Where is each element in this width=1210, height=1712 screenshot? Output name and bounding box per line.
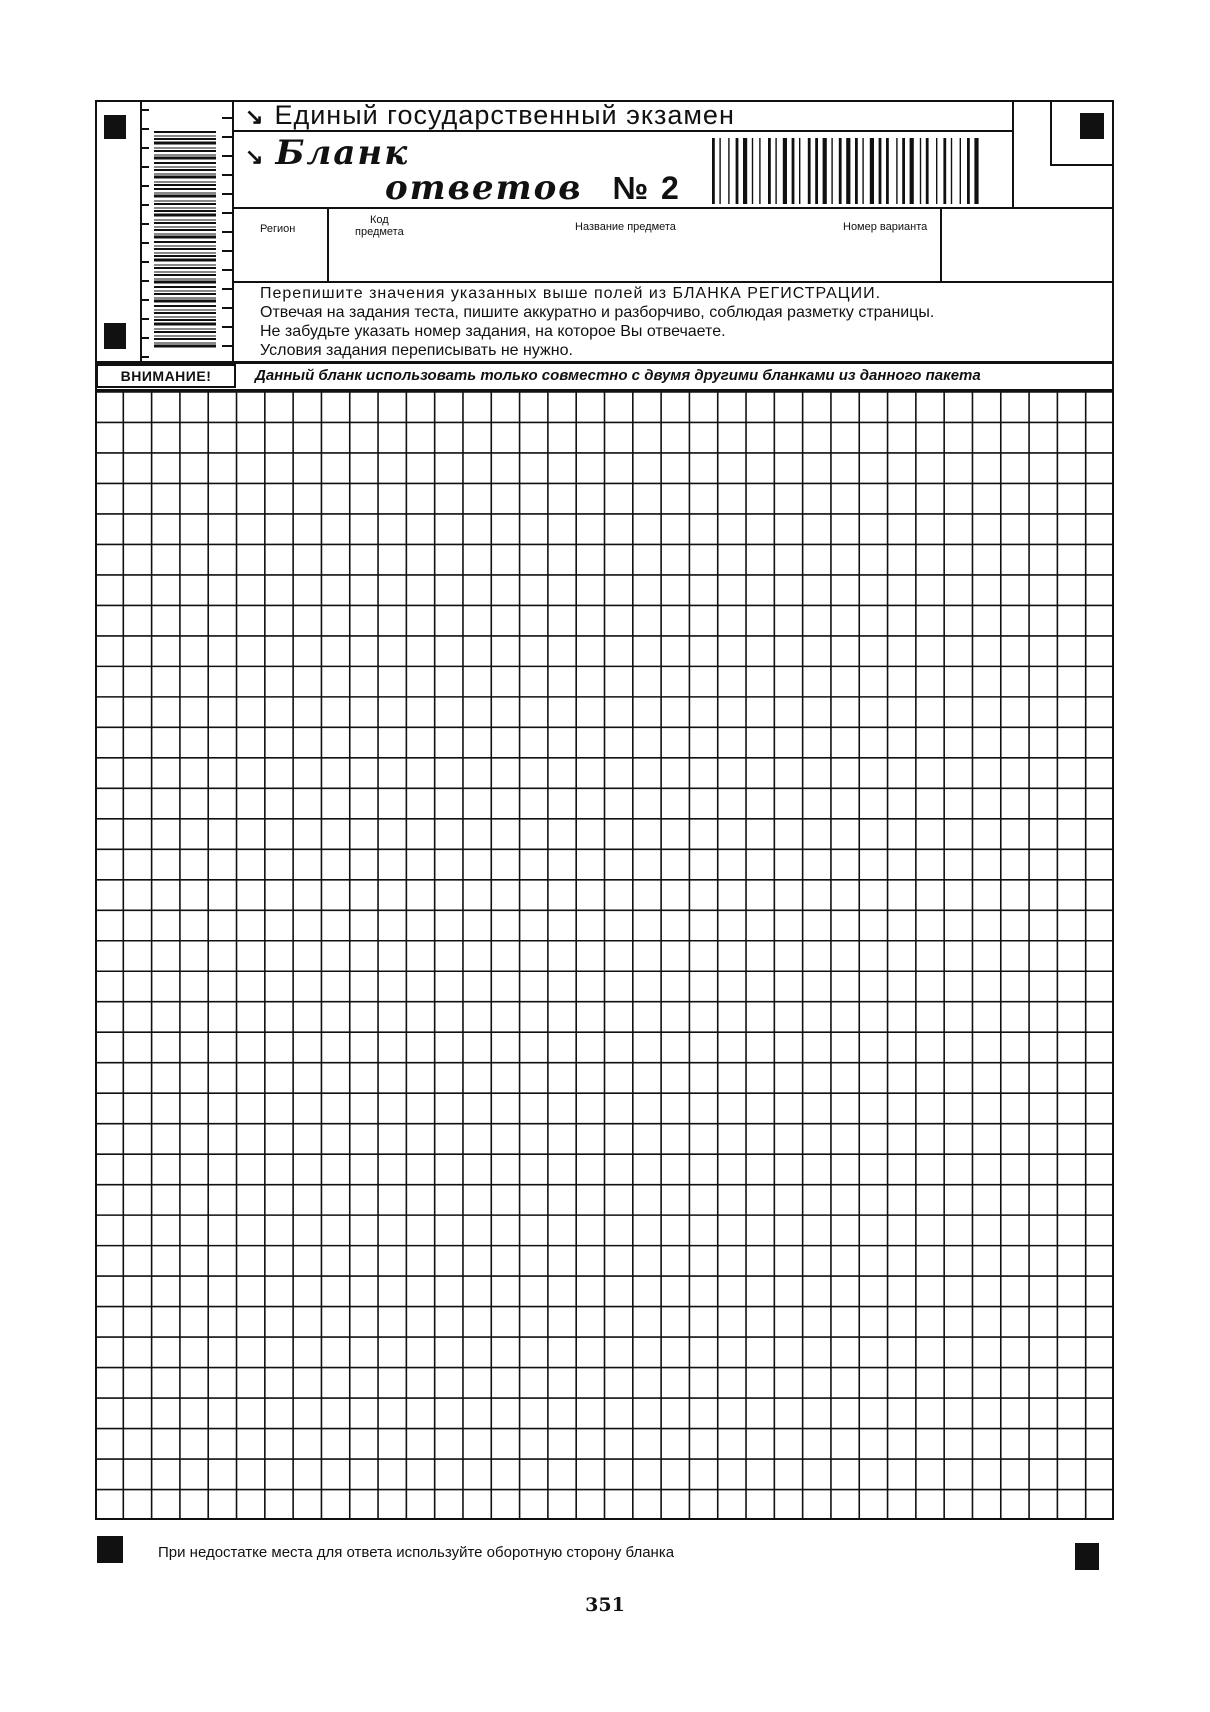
barcode-bar (752, 138, 753, 204)
barcode-bar (896, 138, 897, 204)
subject-name-field[interactable] (421, 240, 938, 280)
tick-marks-right (222, 118, 232, 362)
region-field[interactable] (234, 240, 326, 280)
form-number: № 2 (612, 170, 681, 206)
barcode-bar (792, 138, 795, 204)
subject-code-label (355, 214, 404, 238)
alignment-marker-bottom-right (1075, 1543, 1099, 1570)
page-number: 351 (585, 1594, 625, 1616)
barcode-bar (719, 138, 720, 204)
barcode-bar (831, 138, 832, 204)
barcode-bar (839, 138, 842, 204)
barcode-bar (936, 138, 937, 204)
barcode-bar (910, 138, 914, 204)
barcode-bar (743, 138, 747, 204)
region-label: Регион (260, 223, 296, 235)
attention-label: ВНИМАНИЕ! (96, 364, 236, 388)
barcode-bar (920, 138, 921, 204)
variant-number-label: Номер варианта (843, 221, 928, 233)
form-title-line2 (385, 168, 681, 208)
barcode (712, 138, 990, 204)
attention-text: Данный бланк использовать только совместно с двумя другими бланками из данного пакета (255, 367, 981, 384)
form-title-line1 (245, 133, 409, 173)
barcode-bar (815, 138, 818, 204)
barcode-bar (943, 138, 946, 204)
header-divider-left (232, 100, 234, 363)
barcode-bar (768, 138, 771, 204)
barcode-bar (886, 138, 889, 204)
barcode-bar (926, 138, 929, 204)
barcode-bar (775, 138, 776, 204)
barcode-bar (879, 138, 882, 204)
header-line-bottom (95, 361, 1114, 364)
barcode-bar (855, 138, 858, 204)
corner-box-detail (1050, 100, 1114, 166)
form-title-word: Бланк (275, 133, 410, 173)
barcode-bar (728, 138, 729, 204)
barcode-vertical (154, 132, 216, 346)
answer-grid[interactable] (95, 392, 1114, 1520)
barcode-bar (902, 138, 905, 204)
instruction-line-3: Не забудьте указать номер задания, на которое Вы отвечаете. (260, 323, 726, 340)
form-title-word2: ответов (385, 168, 583, 208)
barcode-bar (870, 138, 874, 204)
barcode-bar (862, 138, 863, 204)
instruction-line-4: Условия задания переписывать не нужно. (260, 342, 573, 359)
variant-number-field[interactable] (942, 209, 1112, 280)
barcode-bar (736, 138, 739, 204)
exam-title-text: Единый государственный экзамен (274, 100, 735, 130)
subject-code-label-line1: Код (370, 214, 389, 226)
instruction-line-1: Перепишите значения указанных выше полей из БЛАНКА РЕГИСТРАЦИИ. (260, 285, 882, 302)
barcode-bar (808, 138, 811, 204)
alignment-marker-bottom-left (97, 1536, 123, 1563)
exam-title (245, 100, 735, 131)
barcode-bar (951, 138, 952, 204)
barcode-bar (960, 138, 961, 204)
instruction-line-2: Отвечая на задания теста, пишите аккуратно и разборчиво, соблюдая разметку страницы. (260, 304, 935, 321)
barcode-bar (783, 138, 787, 204)
barcode-bar (759, 138, 760, 204)
subject-code-field[interactable] (329, 240, 419, 280)
header-divider-right (1012, 100, 1014, 208)
subject-code-label-line2: предмета (355, 226, 404, 238)
barcode-bar (846, 138, 850, 204)
barcode-bar (974, 138, 978, 204)
arrow-down-right-icon: ↘ (245, 104, 265, 129)
subject-name-label: Название предмета (575, 221, 676, 233)
arrow-down-right-icon: ↘ (245, 144, 266, 169)
barcode-bar (799, 138, 800, 204)
tick-marks-left (140, 110, 149, 357)
barcode-bar (967, 138, 970, 204)
barcode-bar (712, 138, 715, 204)
left-tick-strip (140, 100, 232, 362)
footer-note: При недостатке места для ответа используйте оборотную сторону бланка (158, 1544, 675, 1561)
header-line-fields (232, 281, 1114, 283)
barcode-bar (823, 138, 827, 204)
